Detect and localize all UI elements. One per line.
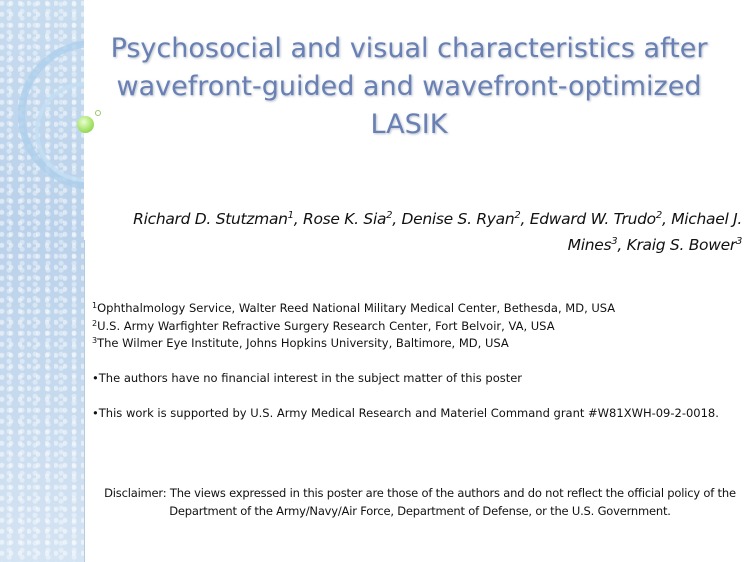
author-affil-mark: 2 xyxy=(655,210,662,221)
affiliation-item xyxy=(92,335,742,353)
affiliation-mark: 2 xyxy=(92,318,98,328)
slide-content xyxy=(84,0,750,562)
affiliation-text: The Wilmer Eye Institute, Johns Hopkins University, Baltimore, MD, USA xyxy=(97,336,509,350)
author-affil-mark: 2 xyxy=(386,210,393,221)
author-name: Kraig S. Bower xyxy=(626,236,736,254)
affiliation-item xyxy=(92,300,742,318)
affiliation-mark: 1 xyxy=(92,301,98,310)
author-affil-mark: 2 xyxy=(514,210,521,221)
author-name: Michael J. Mines xyxy=(567,210,742,254)
funding-statement: •This work is supported by U.S. Army Medical Research and Materiel Command grant #W81XWH-09-2-0018. xyxy=(92,406,719,420)
author-name: Rose K. Sia xyxy=(303,210,387,228)
author-affil-mark: 3 xyxy=(611,236,618,247)
affiliation-list xyxy=(92,300,742,353)
affiliation-text: U.S. Army Warfighter Refractive Surgery Research Center, Fort Belvoir, VA, USA xyxy=(97,318,555,333)
author-name: Edward W. Trudo xyxy=(529,210,656,228)
author-affil-mark: 3 xyxy=(735,236,742,247)
affiliation-text: Ophthalmology Service, Walter Reed National Military Medical Center, Bethesda, MD, USA xyxy=(97,301,616,315)
author-affil-mark: 1 xyxy=(287,210,294,221)
financial-disclosure: •The authors have no financial interest in the subject matter of this poster xyxy=(92,371,523,385)
author-name: Denise S. Ryan xyxy=(401,210,515,228)
author-name: Richard D. Stutzman xyxy=(133,210,288,228)
slide-title: Psychosocial and visual characteristics after wavefront-guided and wavefront-optimized LASIK xyxy=(110,33,708,140)
affiliation-mark: 3 xyxy=(92,336,98,345)
disclaimer: Disclaimer: The views expressed in this poster are those of the authors and do not reflect the official policy of the Department of the Army/Navy/Air Force, Department of Defense, or the U.S. Government. xyxy=(104,486,736,518)
author-list: Richard D. Stutzman$^1$, Rose K. Sia$^2$, Denise S. Ryan$^2$, Edward W. Trudo$^2$, Michael J. Mines$^3$, Kraig S. Bower$^3$ xyxy=(133,210,742,254)
affiliation-item xyxy=(92,318,742,336)
